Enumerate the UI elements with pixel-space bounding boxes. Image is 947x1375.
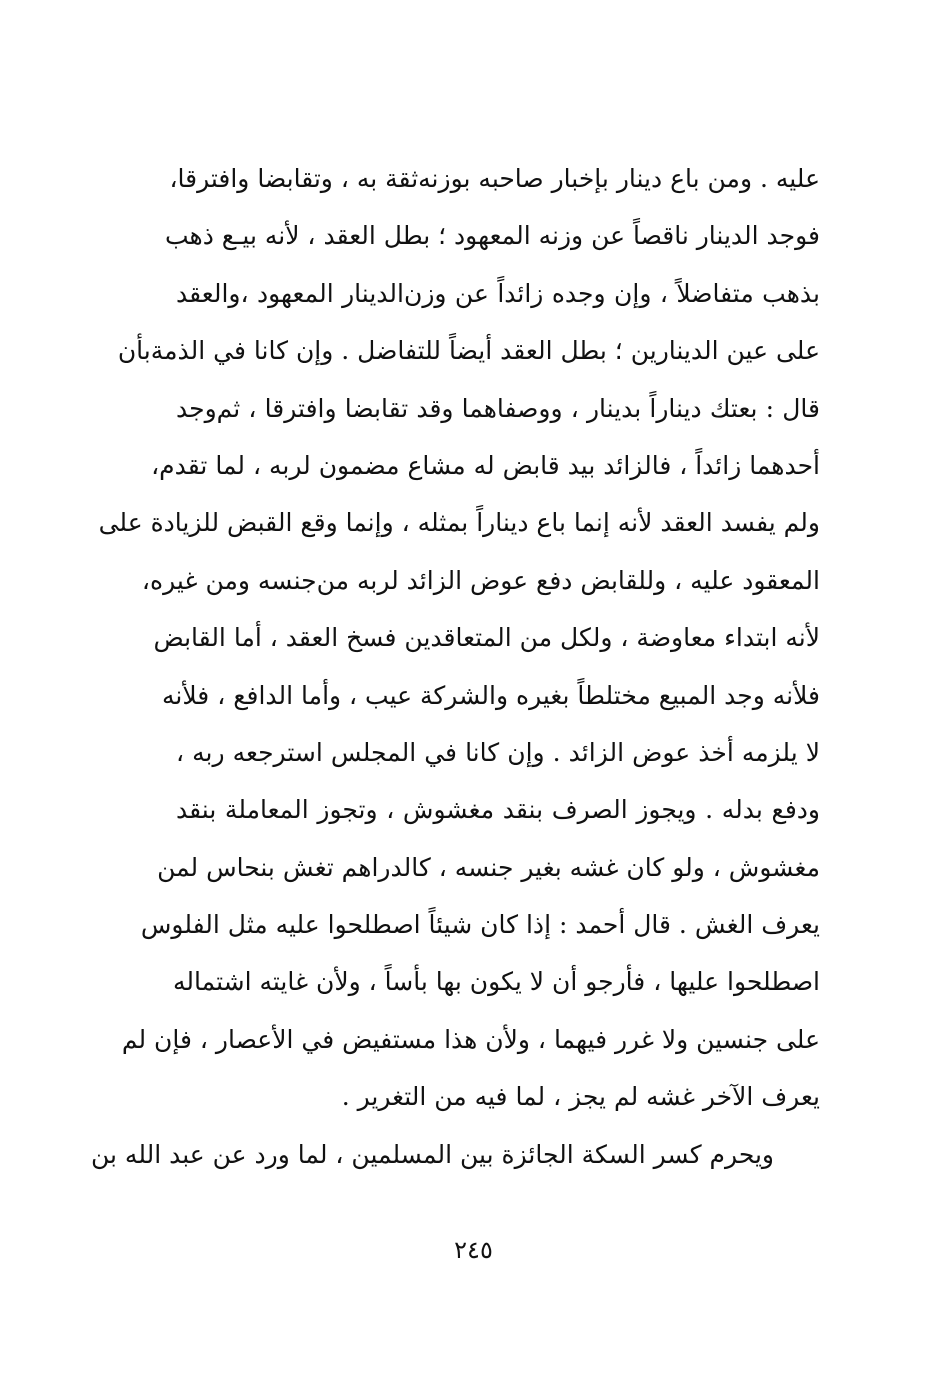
text-line: قال : بعتك ديناراً بدينار ، ووصفاهما وقد تقابضا وافترقا ، ثم‌وجد — [176, 393, 820, 423]
text-line: اصطلحوا عليها ، فأرجو أن لا يكون بها بأساً ، ولأن غايته اشتماله — [173, 967, 820, 997]
text-line: ولم يفسد العقد لأنه إنما باع ديناراً بمثله ، وإنما وقع القبض للزيادة على — [98, 508, 820, 538]
text-line: فلأنه وجد المبيع مختلطاً بغيره والشركة عيب ، وأما الدافع ، فلأنه — [162, 680, 820, 710]
paragraph-start-line: ويحرم كسر السكة الجائزة بين المسلمين ، لما ورد عن عبد الله بن — [91, 1139, 774, 1169]
text-line: على جنسين ولا غرر فيهما ، ولأن هذا مستفيض في الأعصار ، فإن لم — [121, 1024, 820, 1054]
text-line: ودفع بدله . ويجوز الصرف بنقد مغشوش ، وتجوز المعاملة بنقد — [176, 795, 820, 825]
text-line: لأنه ابتداء معاوضة ، ولكل من المتعاقدين فسخ العقد ، أما القابض — [153, 623, 820, 653]
page-number: ٢٤٥ — [454, 1236, 493, 1264]
text-line: فوجد الدينار ناقصاً عن وزنه المعهود ؛ بطل العقد ، لأنه بيـع ذهب — [164, 221, 820, 251]
text-line: يعرف الغش . قال أحمد : إذا كان شيئاً اصطلحوا عليه مثل الفلوس — [140, 910, 820, 940]
text-line: بذهب متفاضلاً ، وإن وجده زائداً عن وزن‌الدينار المعهود ،والعقد — [176, 278, 820, 308]
text-line: مغشوش ، ولو كان غشه بغير جنسه ، كالدراهم تغش بنحاس لمن — [157, 852, 820, 882]
body-text — [91, 150, 820, 1183]
text-line: أحدهما زائداً ، فالزائد بيد قابض له مشاع مضمون لربه ، لما تقدم، — [151, 450, 820, 480]
text-line: على عين الدينارين ؛ بطل العقد أيضاً للتفاضل . وإن كانا في الذمة‌بأن — [117, 336, 820, 366]
text-line: المعقود عليه ، وللقابض دفع عوض الزائد لربه من‌جنسه ومن غيره، — [141, 565, 820, 595]
text-line: لا يلزمه أخذ عوض الزائد . وإن كانا في المجلس استرجعه ربه ، — [176, 737, 820, 767]
paragraph-end-line: يعرف الآخر غشه لم يجز ، لما فيه من التغرير . — [341, 1082, 820, 1112]
text-line: عليه . ومن باع دينار بإخبار صاحبه بوزنه‌ثقة به ، وتقابضا وافترقا، — [169, 164, 820, 193]
